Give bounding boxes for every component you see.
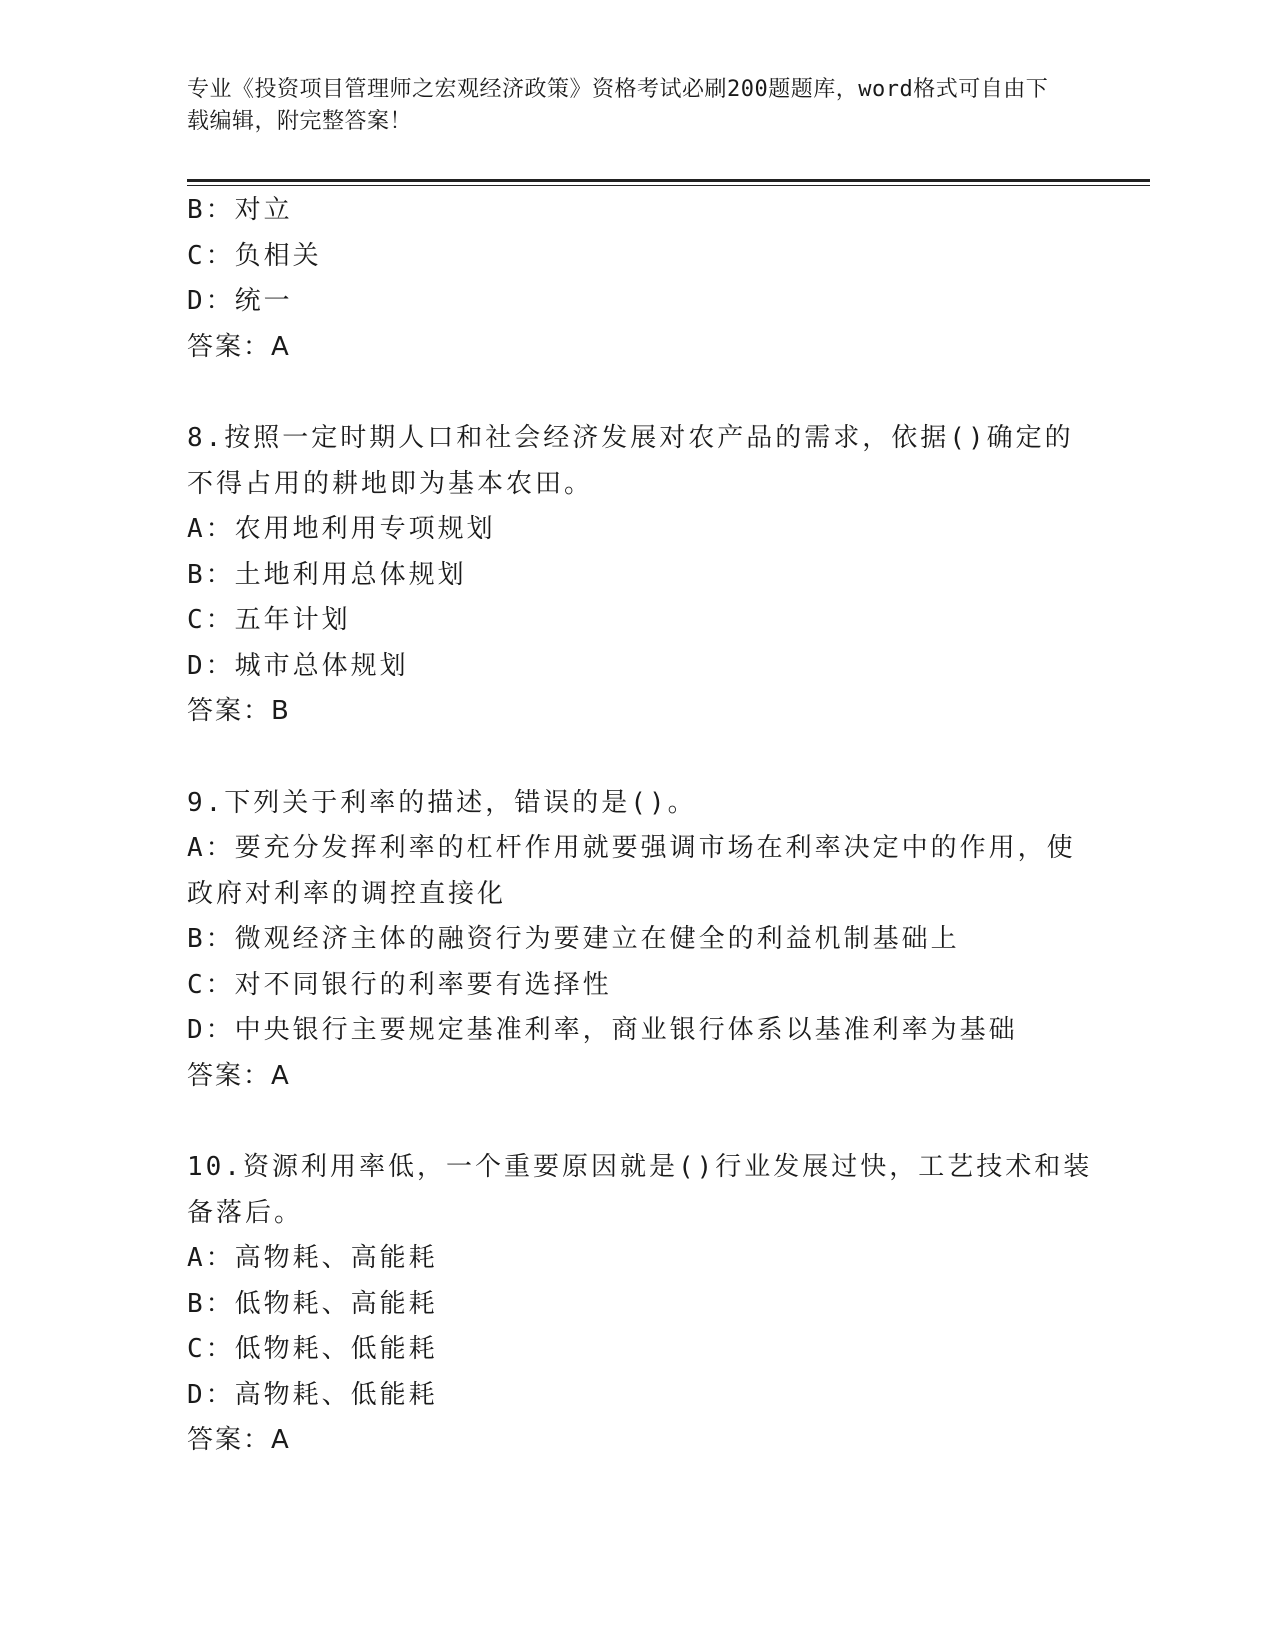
question-stem: 8.按照一定时期人口和社会经济发展对农产品的需求，依据()确定的 — [187, 423, 1074, 453]
option-d: D：城市总体规划 — [187, 650, 409, 681]
option-a: A：高物耗、高能耗 — [187, 1243, 438, 1273]
document-title: 专业《投资项目管理师之宏观经济政策》资格考试必刷200题题库，word格式可自由下载编辑，附完整答案！ — [187, 77, 1049, 134]
question-stem: 10.资源利用率低，一个重要原因就是()行业发展过快，工艺技术和装 — [187, 1152, 1093, 1182]
spacer — [187, 370, 1087, 416]
option-d: D：高物耗、低能耗 — [187, 1379, 438, 1410]
option-b: B：对立 — [187, 195, 293, 225]
question-stem-cont: 不得占用的耕地即为基本农田。 — [187, 468, 594, 499]
question-list — [187, 188, 1093, 1464]
option-b: B：低物耗、高能耗 — [187, 1288, 438, 1319]
question-10 — [187, 1145, 1093, 1464]
header-rule-thin — [187, 185, 1150, 186]
answer: 答案：A — [187, 1060, 291, 1091]
option-a: A：要充分发挥利率的杠杆作用就要强调市场在利率决定中的作用，使 — [187, 833, 1076, 863]
option-c: C：对不同银行的利率要有选择性 — [187, 969, 612, 1000]
question-stem-cont: 备落后。 — [187, 1197, 304, 1228]
question-8 — [187, 416, 1087, 735]
answer: 答案：B — [187, 696, 291, 726]
answer: 答案：A — [187, 1425, 291, 1455]
option-a-cont: 政府对利率的调控直接化 — [187, 878, 507, 909]
option-d: D：统一 — [187, 286, 293, 316]
option-d: D：中央银行主要规定基准利率，商业银行体系以基准利率为基础 — [187, 1015, 1018, 1045]
option-c: C：五年计划 — [187, 605, 351, 635]
option-b: B：土地利用总体规划 — [187, 559, 467, 590]
option-b: B：微观经济主体的融资行为要建立在健全的利益机制基础上 — [187, 924, 960, 954]
answer: 答案：A — [187, 331, 291, 362]
question-9 — [187, 781, 1087, 1100]
header-rule-thick — [187, 179, 1150, 182]
option-a: A：农用地利用专项规划 — [187, 514, 496, 544]
option-c: C：低物耗、低能耗 — [187, 1334, 438, 1364]
spacer — [187, 1099, 1087, 1145]
question-stem: 9.下列关于利率的描述，错误的是()。 — [187, 787, 697, 818]
partial-question — [187, 188, 1087, 370]
spacer — [187, 735, 1087, 781]
option-c: C：负相关 — [187, 240, 322, 271]
document-header — [187, 74, 1067, 138]
